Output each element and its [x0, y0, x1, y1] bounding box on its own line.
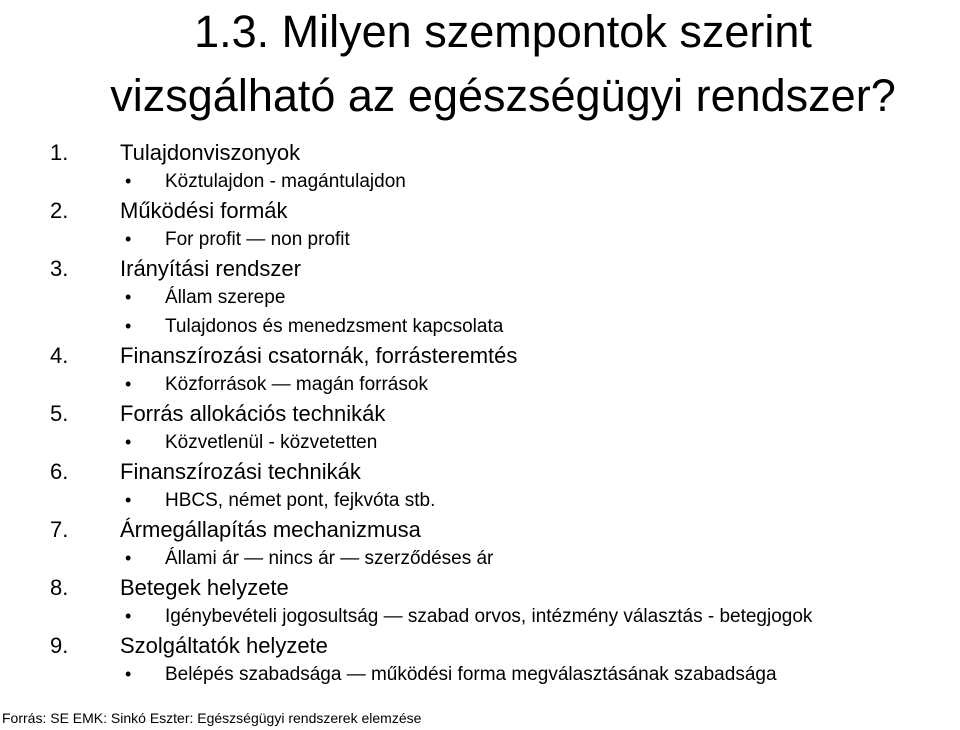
item-number: 8. [50, 575, 69, 600]
item-number: 9. [50, 633, 69, 658]
sub-item [0, 225, 960, 254]
list-item [0, 196, 960, 225]
item-label: Irányítási rendszer [120, 256, 301, 281]
item-number: 5. [50, 401, 69, 426]
item-number: 2. [50, 198, 69, 223]
slide-title [58, 0, 948, 128]
aspects-list [0, 138, 960, 689]
list-item [0, 341, 960, 370]
sub-item-text: HBCS, német pont, fejkvóta stb. [165, 490, 436, 511]
list-item [0, 457, 960, 486]
sub-item [0, 428, 960, 457]
sub-item-text: For profit — non profit [165, 229, 350, 250]
item-label: Finanszírozási technikák [120, 459, 361, 484]
sub-item [0, 370, 960, 399]
list-item [0, 573, 960, 602]
bullet-icon: • [125, 287, 132, 307]
sub-item [0, 167, 960, 196]
bullet-icon: • [125, 171, 132, 191]
sub-item [0, 312, 960, 341]
sub-item [0, 602, 960, 631]
list-item [0, 138, 960, 167]
sub-item-text: Állami ár — nincs ár — szerződéses ár [165, 548, 494, 569]
title-line-1: 1.3. Milyen szempontok szerint [194, 6, 812, 57]
item-label: Tulajdonviszonyok [120, 140, 301, 165]
sub-item [0, 544, 960, 573]
sub-item-text: Köztulajdon - magántulajdon [165, 171, 406, 192]
bullet-icon: • [125, 664, 132, 684]
item-label: Ármegállapítás mechanizmusa [120, 517, 421, 542]
bullet-icon: • [125, 374, 132, 394]
bullet-icon: • [125, 548, 132, 568]
sub-item [0, 283, 960, 312]
bullet-icon: • [125, 606, 132, 626]
bullet-icon: • [125, 316, 132, 336]
item-label: Szolgáltatók helyzete [120, 633, 328, 658]
bullet-icon: • [125, 490, 132, 510]
sub-item [0, 486, 960, 515]
bullet-icon: • [125, 229, 132, 249]
list-item [0, 254, 960, 283]
sub-item-text: Közforrások — magán források [165, 374, 428, 395]
list-item [0, 399, 960, 428]
item-number: 1. [50, 140, 69, 165]
list-item [0, 515, 960, 544]
item-label: Forrás allokációs technikák [120, 401, 386, 426]
item-label: Működési formák [120, 198, 288, 223]
title-line-2: vizsgálható az egészségügyi rendszer? [110, 70, 896, 121]
bullet-icon: • [125, 432, 132, 452]
item-number: 7. [50, 517, 69, 542]
item-number: 4. [50, 343, 69, 368]
item-number: 6. [50, 459, 69, 484]
sub-item-text: Tulajdonos és menedzsment kapcsolata [165, 316, 504, 337]
sub-item-text: Állam szerepe [165, 287, 286, 308]
sub-item-text: Igénybevételi jogosultság — szabad orvos, intézmény választás - betegjogok [165, 606, 813, 627]
sub-item [0, 660, 960, 689]
sub-item-text: Belépés szabadsága — működési forma megválasztásának szabadsága [165, 664, 777, 685]
item-label: Betegek helyzete [120, 575, 289, 600]
source-note: Forrás: SE EMK: Sinkó Eszter: Egészségügyi rendszerek elemzése [2, 710, 422, 726]
item-number: 3. [50, 256, 69, 281]
item-label: Finanszírozási csatornák, forrásteremtés [120, 343, 518, 368]
sub-item-text: Közvetlenül - közvetetten [165, 432, 378, 453]
list-item [0, 631, 960, 660]
